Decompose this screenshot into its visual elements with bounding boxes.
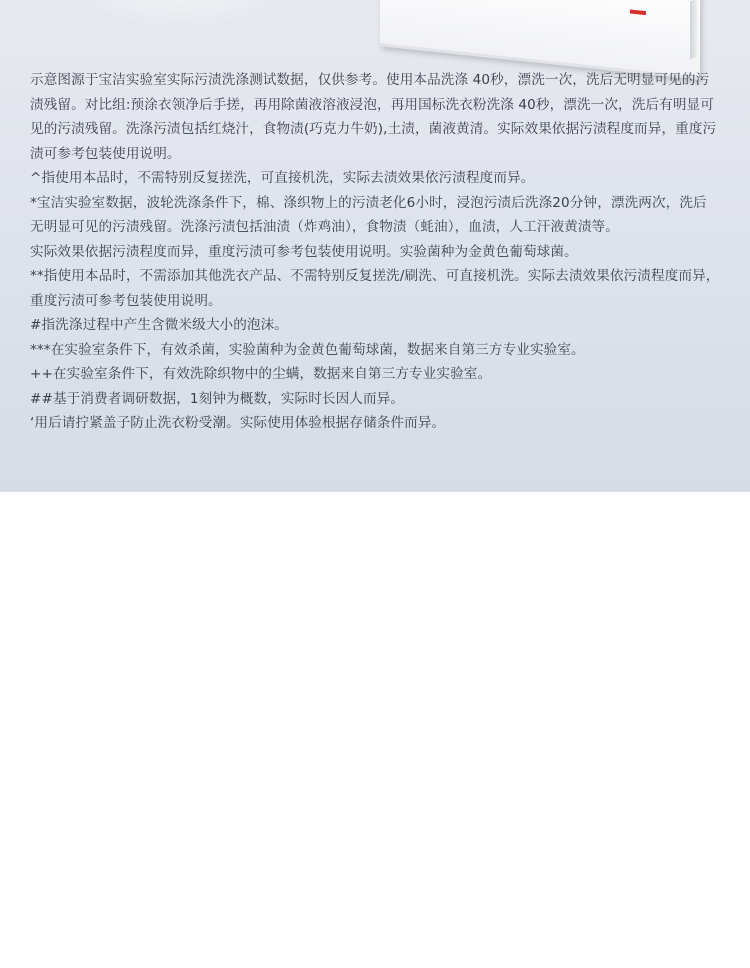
disclaimer-line: #指洗涤过程中产生含微米级大小的泡沫。: [30, 317, 288, 333]
disclaimer-line: ***在实验室条件下，有效杀菌，实验菌种为金黄色葡萄球菌，数据来自第三方专业实验室。: [30, 341, 585, 358]
disclaimer-line: *宝洁实验室数据，波轮洗涤条件下，棉、涤织物上的污渍老化6小时，浸泡污渍后洗涤20分钟，漂洗两次，洗后无明显可见的污渍残留。洗涤污渍包括油渍（炸鸡油），食物渍（蚝油），血渍，人工汗液黄渍等。: [30, 194, 707, 235]
product-box-edge: [690, 0, 698, 59]
disclaimer-line: ++在实验室条件下，有效洗除织物中的尘螨，数据来自第三方专业实验室。: [30, 366, 492, 382]
disclaimer-line: ##基于消费者调研数据，1刻钟为概数，实际时长因人而异。: [30, 390, 405, 407]
disclaimer-line: **指使用本品时，不需添加其他洗衣产品、不需特别反复搓洗/刷洗、可直接机洗。实际去渍效果依污渍程度而异，重度污渍可参考包装使用说明。: [30, 268, 720, 309]
disclaimer-line: 实际效果依据污渍程度而异，重度污渍可参考包装使用说明。实验菌种为金黄色葡萄球菌。: [30, 243, 578, 260]
disclaimer-line: ^指使用本品时，不需特别反复搓洗，可直接机洗，实际去渍效果依污渍程度而异。: [30, 170, 535, 186]
decorative-highlight: [60, 0, 300, 30]
product-brand-mark: [630, 9, 646, 15]
disclaimer-notes: [30, 68, 720, 436]
disclaimer-line: ‘用后请拧紧盖子防止洗衣粉受潮。实际使用体验根据存储条件而异。: [30, 415, 446, 431]
disclaimer-line: 示意图源于宝洁实验室实际污渍洗涤测试数据，仅供参考。使用本品洗涤 40秒，漂洗一次，洗后无明显可见的污渍残留。对比组:预涂衣领净后手搓，再用除菌液溶液浸泡，再用国标洗衣粉洗涤 40秒，漂洗一次，洗后有明显可见的污渍残留。洗涤污渍包括红烧汁，食物渍(巧克力牛奶),土渍，菌液黄清。实际效果依据污渍程度而异，重度污渍可参考包装使用说明。: [30, 72, 717, 162]
